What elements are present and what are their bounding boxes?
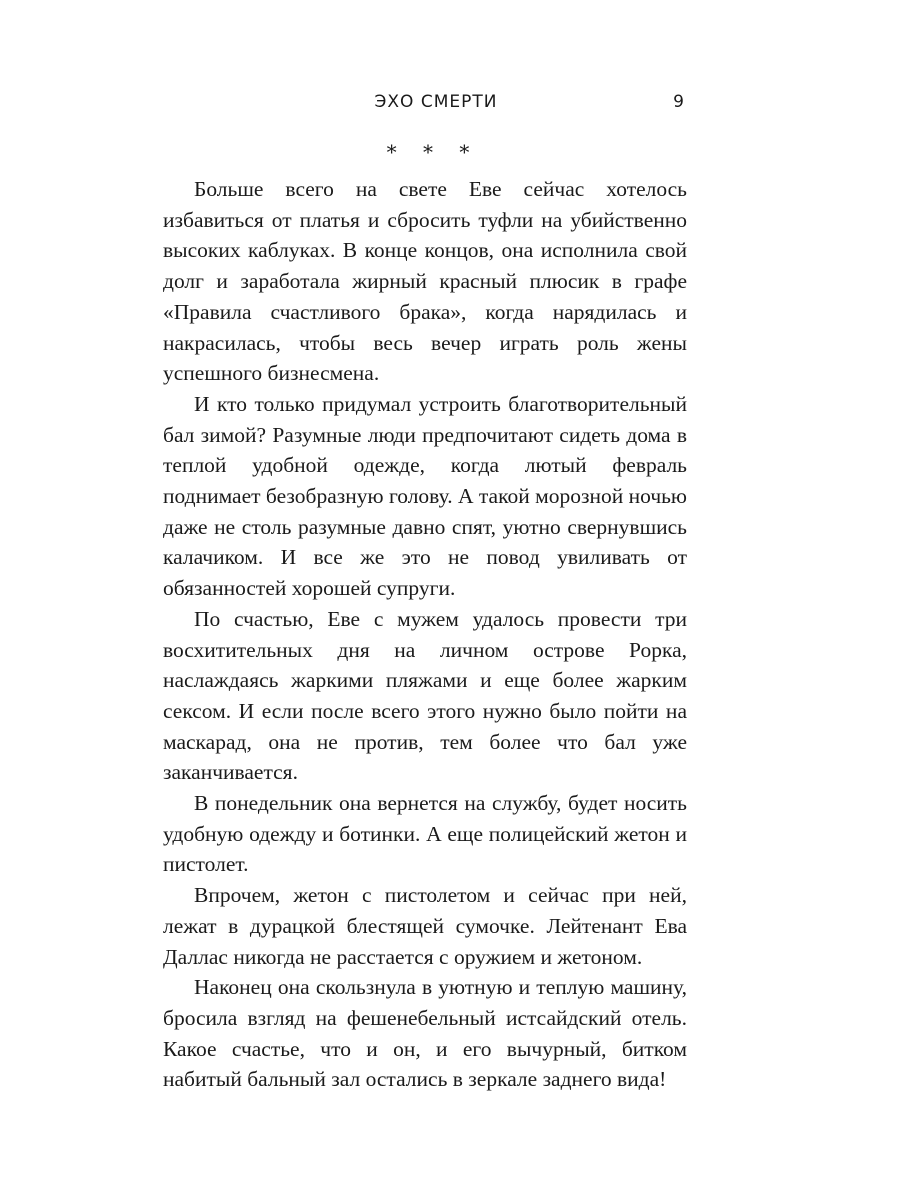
paragraph-4: В понедельник она вернется на службу, будет носить удобную одежду и ботинки. А еще полицейский жетон и пистолет. [163, 791, 687, 877]
book-page [163, 88, 687, 1095]
section-separator: * * * [386, 140, 480, 164]
paragraph-2: И кто только придумал устроить благотворительный бал зимой? Разумные люди предпочитают сидеть дома в теплой удобной одежде, когда лютый февраль поднимает безобразную голову. А такой морозной ночью даже не столь разумные давно спят, уютно свернувшись калачиком. И все же это не повод увиливать от обязанностей хорошей супруги. [163, 391, 687, 601]
paragraph-1: Больше всего на свете Еве сейчас хотелось избавиться от платья и сбросить туфли на убийственно высоких каблуках. В конце концов, она исполнила свой долг и заработала жирный красный плюсик в графе «Правила счастливого брака», когда нарядилась и накрасилась, чтобы весь вечер играть роль жены успешного бизнесмена. [163, 177, 687, 386]
running-head [163, 88, 687, 122]
page-number: 9 [673, 92, 685, 112]
paragraph-5: Впрочем, жетон с пистолетом и сейчас при ней, лежат в дурацкой блестящей сумочке. Лейтенант Ева Даллас никогда не расстается с оружием и жетоном. [163, 883, 687, 969]
running-title: ЭХО СМЕРТИ [374, 92, 498, 112]
paragraph-6: Наконец она скользнула в уютную и теплую машину, бросила взгляд на фешенебельный истсайдский отель. Какое счастье, что и он, и его вычурный, битком набитый бальный зал остались в зеркале заднего вида! [163, 975, 687, 1092]
body-text [163, 174, 687, 1095]
paragraph-3: По счастью, Еве с мужем удалось провести три восхитительных дня на личном острове Рорка, наслаждаясь жаркими пляжами и еще более жарким сексом. И если после всего этого нужно было пойти на маскарад, она не против, тем более что бал уже заканчивается. [163, 606, 687, 785]
